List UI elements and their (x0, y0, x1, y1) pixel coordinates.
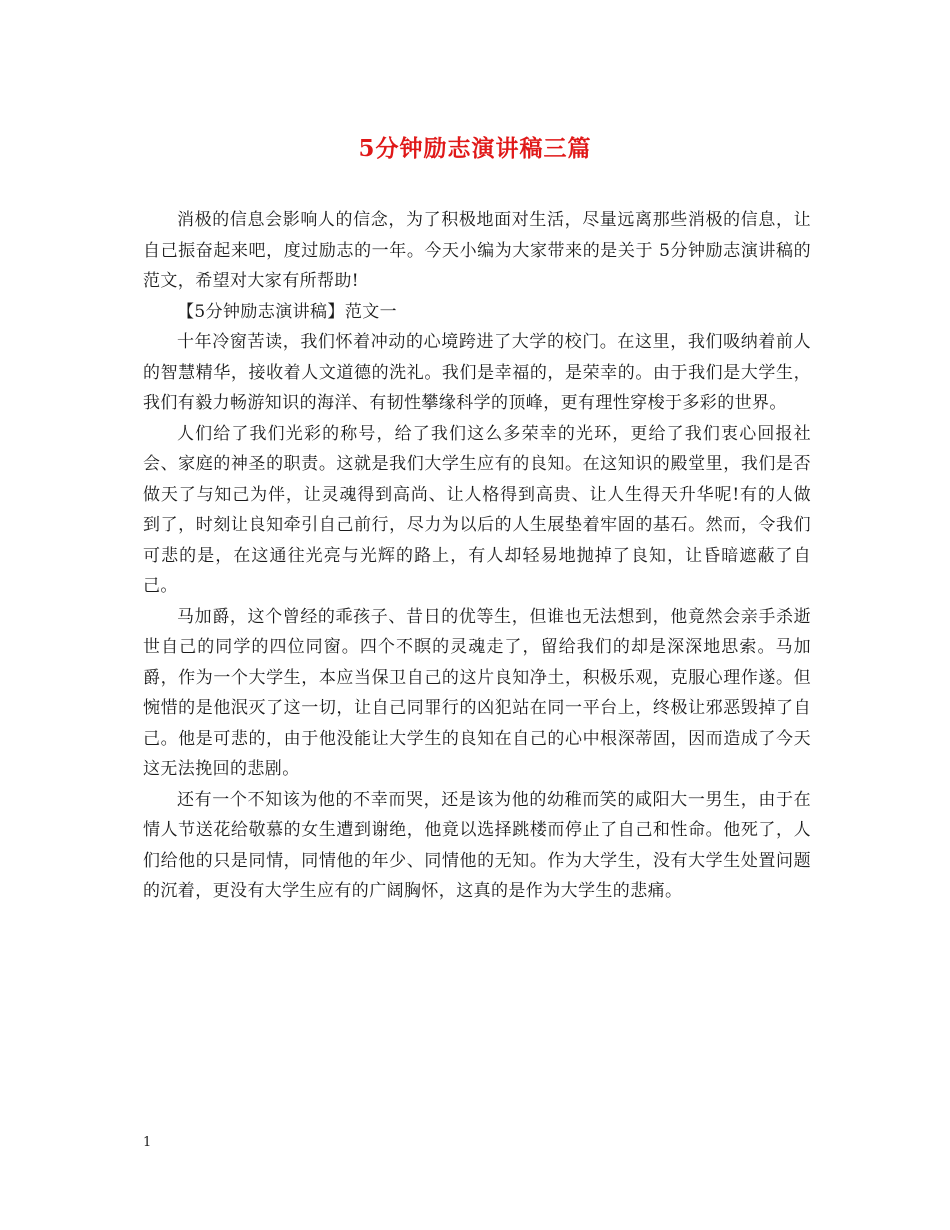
body-paragraph: 人们给了我们光彩的称号，给了我们这么多荣幸的光环，更给了我们衷心回报社会、家庭的神圣的职责。这就是我们大学生应有的良知。在这知识的殿堂里，我们是否做天了与知己为伴，让灵魂得到高尚、让人格得到高贵、让人生得天升华呢!有的人做到了，时刻让良知牵引自己前行，尽力为以后的人生展垫着牢固的基石。然而，令我们可悲的是，在这通往光亮与光辉的路上，有人却轻易地抛掉了良知，让昏暗遮蔽了自己。 (143, 423, 811, 596)
document-title: 5分钟励志演讲稿三篇 (358, 135, 592, 162)
body-paragraph: 还有一个不知该为他的不幸而哭，还是该为他的幼稚而笑的咸阳大一男生，由于在情人节送花给敬慕的女生遭到谢绝，他竟以选择跳楼而停止了自己和性命。他死了，人们给他的只是同情，同情他的年少、同情他的无知。作为大学生，没有大学生处置问题的沉着，更没有大学生应有的广阔胸怀，这真的是作为大学生的悲痛。 (143, 789, 811, 901)
body-paragraph: 马加爵，这个曾经的乖孩子、昔日的优等生，但谁也无法想到，他竟然会亲手杀逝世自己的同学的四位同窗。四个不瞑的灵魂走了，留给我们的却是深深地思索。马加爵，作为一个大学生，本应当保卫自己的这片良知净土，积极乐观，克服心理作遂。但惋惜的是他泯灭了这一切，让自己同罪行的凶犯站在同一平台上，终极让邪恶毁掉了自己。他是可悲的，由于他没能让大学生的良知在自己的心中根深蒂固，因而造成了今天这无法挽回的悲剧。 (143, 606, 811, 779)
body-paragraph: 十年冷窗苦读，我们怀着冲动的心境跨进了大学的校门。在这里，我们吸纳着前人的智慧精华，接收着人文道德的洗礼。我们是幸福的，是荣幸的。由于我们是大学生，我们有毅力畅游知识的海洋、有韧性攀缘科学的顶峰，更有理性穿梭于多彩的世界。 (143, 332, 811, 413)
section-heading: 【5分钟励志演讲稿】范文一 (177, 301, 398, 322)
intro-paragraph: 消极的信息会影响人的信念，为了积极地面对生活，尽量远离那些消极的信息，让自己振奋起来吧，度过励志的一年。今天小编为大家带来的是关于 5分钟励志演讲稿的范文，希望对大家有所帮助! (143, 210, 811, 291)
page-number: 1 (143, 1135, 152, 1150)
document-body (143, 205, 811, 907)
